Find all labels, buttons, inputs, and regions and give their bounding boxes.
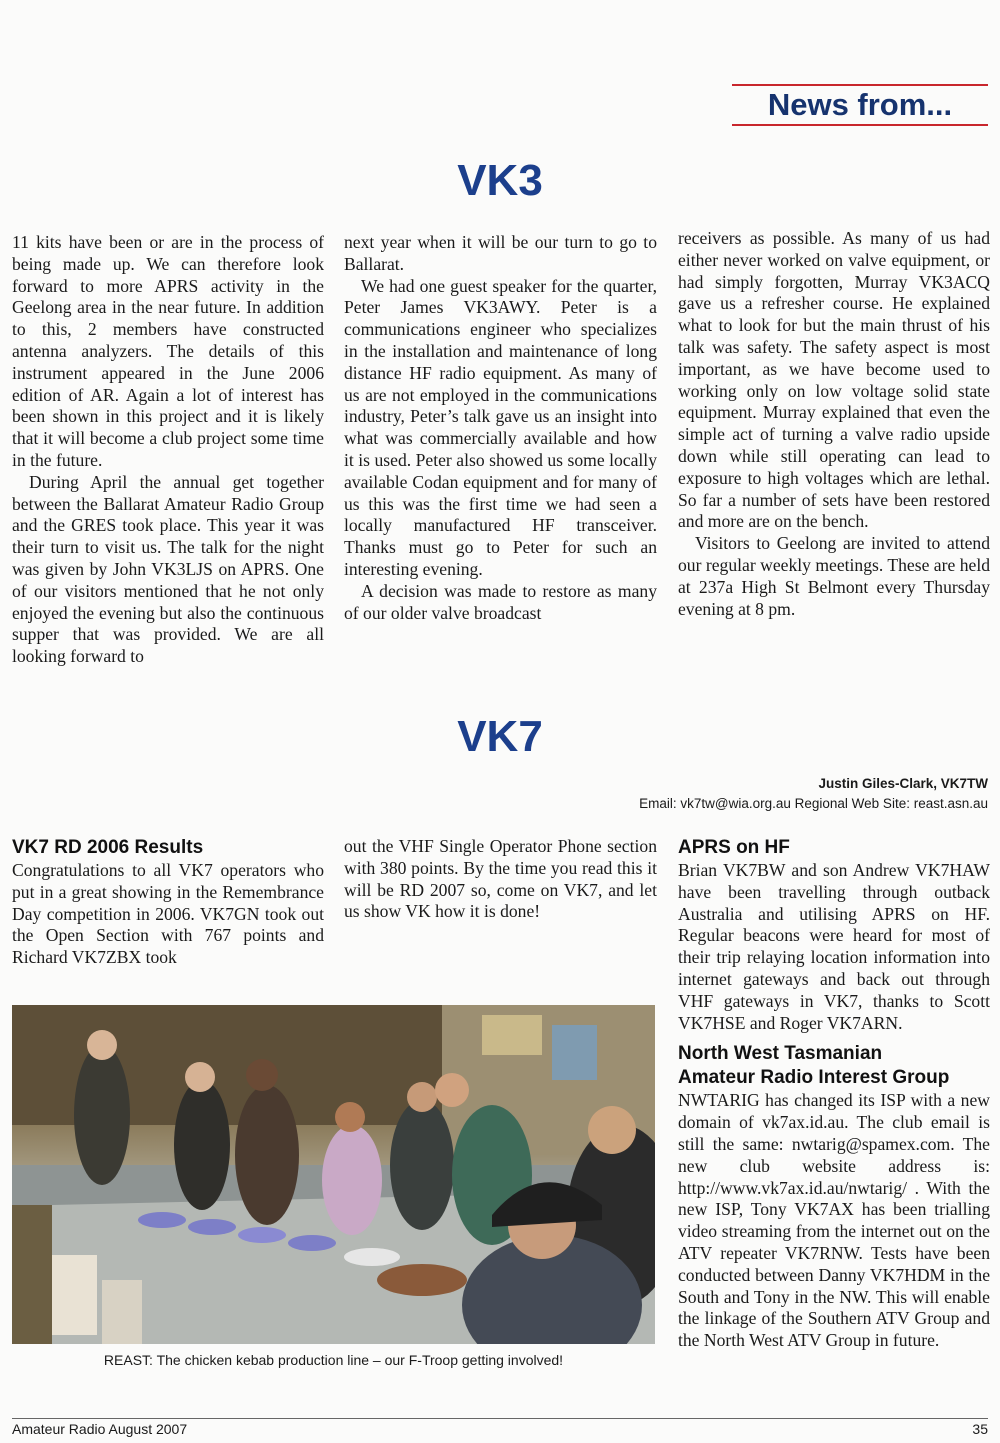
vk3-column-1 [12,232,324,668]
vk3-title: VK3 [457,156,543,205]
vk3-col3-para-2: Visitors to Geelong are invited to attend our regular weekly meetings. These are held at 237a High St Belmont every Thursday evening at 8 pm. [678,533,990,619]
footer-page-number: 35 [972,1421,988,1437]
aprs-hf-para: Brian VK7BW and son Andrew VK7HAW have been travelling through outback Australia and utilising APRS on HF. Regular beacons were heard for most of their trip relaying location information into internet gateways and back out through VHF gateways in VK7, thanks to Scott VK7HSE and Roger VK7ARN. [678,860,990,1033]
rd-results-para-1: Congratulations to all VK7 operators who put in a great showing in the Remembrance Day competition in 2006. VK7GN took out the Open Section with 767 points and Richard VK7ZBX took [12,860,324,968]
vk7-rd-column-2 [344,836,657,923]
kebab-photo-scene [12,1005,655,1344]
banner-top-rule [732,84,988,86]
nw-group-heading-line-2: Amateur Radio Interest Group [678,1067,950,1089]
vk7-contact: Email: vk7tw@wia.org.au Regional Web Site: reast.asn.au [639,796,988,811]
vk3-col3-para-1: receivers as possible. As many of us had either never worked on valve equipment, or had simply forgotten, Murray VK3ACQ gave us a refresher course. He explained what to look for but the main thrust of his talk was safety. The safety aspect is most important, as we have become used to working only on low voltage solid state equipment. Murray explained that even the simple act of turning a valve radio upside down while still operating can lead to exposure to high voltages which are lethal. So far a number of sets have been restored and more are on the bench. [678,228,990,532]
nw-group-para: NWTARIG has changed its ISP with a new domain of vk7ax.id.au. The club email is still the same: nwtarig@spamex.com. The new club website address is: http://www.vk7ax.id.au/nwtarig/ . With the new ISP, Tony VK7AX has been trialling video streaming from the internet out on the ATV repeater VK7RNW. Tests have been conducted between Danny VK7HDM in the South and Tony in the NW. This will enable the linkage of the Southern ATV Group and the North West ATV Group in future. [678,1090,990,1351]
vk7-author: Justin Giles-Clark, VK7TW [818,776,988,791]
vk3-col1-para-2: During April the annual get together between the Ballarat Amateur Radio Group and the GRES took place. This year it was their turn to visit us. The talk for the night was given by John VK3LJS on APRS. One of our visitors mentioned that he not only enjoyed the evening but also the continuous supper that was provided. We are all looking forward to [12,471,324,667]
nw-group-heading-line-1: North West Tasmanian [678,1043,883,1065]
vk3-col2-para-3: A decision was made to restore as many of our older valve broadcast [344,580,657,623]
kebab-photo [12,1005,655,1344]
rd-results-para-2: out the VHF Single Operator Phone section with 380 points. By the time you read this it will be RD 2007 so, come on VK7, and let us show VK how it is done! [344,836,657,922]
banner-label: News from... [767,87,953,122]
footer-rule [12,1418,988,1419]
vk3-col2-para-2: We had one guest speaker for the quarter, Peter James VK3AWY. Peter is a communications engineer who specializes in the installation and maintenance of long distance HF radio equipment. As many of us are not employed in the communications industry, Peter’s talk gave us an insight into what was commercially available and how it is used. Peter also showed us some locally available Codan equipment and for many of us this was the first time we had seen a locally manufactured HF transceiver. Thanks must go to Peter for such an interesting evening. [344,275,657,579]
rd-results-heading: VK7 RD 2006 Results [12,837,204,858]
footer-publication: Amateur Radio August 2007 [12,1421,188,1437]
vk7-rd-column-1 [12,836,324,969]
banner-bottom-rule [732,124,988,126]
vk3-column-3 [678,228,990,620]
vk3-col2-para-1: next year when it will be our turn to go to Ballarat. [344,232,657,274]
vk7-title: VK7 [457,712,543,761]
news-from-banner [732,84,988,126]
vk7-column-3 [678,836,990,1352]
aprs-hf-heading: APRS on HF [678,837,790,858]
vk3-column-2 [344,232,657,624]
vk3-col1-para-1: 11 kits have been or are in the process of being made up. We can therefore look forward to more APRS activity in the Geelong area in the near future. In addition to this, 2 members have constructed antenna analyzers. The details of this instrument appeared in the June 2006 edition of AR. Again a lot of interest has been shown in this project and it is likely that it will become a club project some time in the future. [12,232,324,470]
photo-caption: REAST: The chicken kebab production line – our F-Troop getting involved! [103,1352,564,1368]
